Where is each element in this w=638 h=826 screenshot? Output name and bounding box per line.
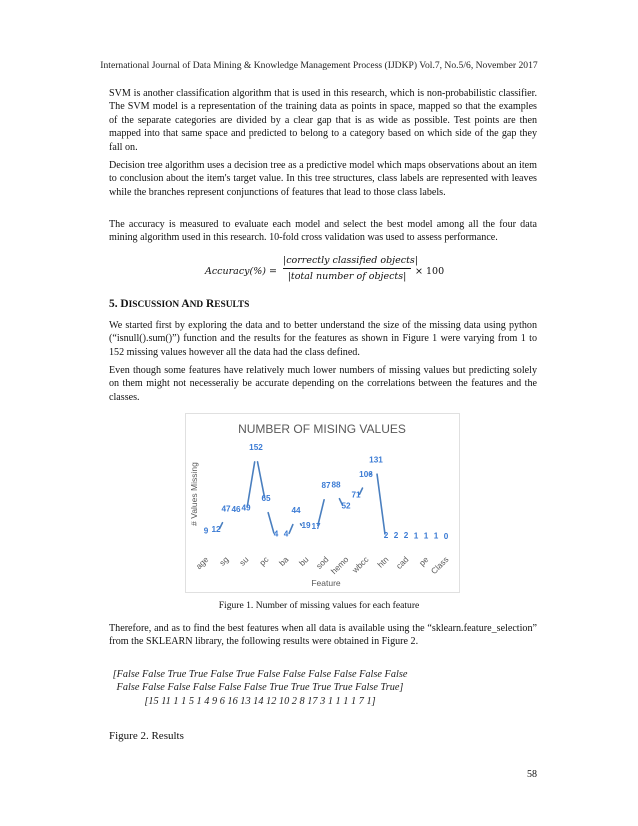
data-label: 12: [211, 524, 221, 534]
formula-denominator: |total number of objects|: [287, 271, 407, 282]
results-block: [110, 668, 410, 708]
data-label: 49: [241, 503, 251, 513]
data-label: 9: [203, 526, 209, 536]
heading-smallcaps: ESULTS: [214, 300, 250, 310]
data-label: 52: [341, 501, 351, 511]
results-line: [False False True True False True False False False False False False: [112, 669, 408, 680]
figure-2-caption: Figure 2. Results: [109, 730, 184, 742]
x-tick-label: Class: [428, 554, 451, 577]
x-tick-label: sg: [217, 554, 231, 568]
data-label: 1: [413, 531, 419, 541]
data-label: 106: [359, 469, 373, 479]
heading-cap: A: [181, 298, 190, 310]
x-tick-label: sod: [313, 554, 331, 571]
page-number: 58: [527, 769, 537, 780]
data-label: 46: [231, 505, 241, 515]
paragraph-accuracy: The accuracy is measured to evaluate each model and select the best model among all the four data mining algorithm used in this research. 10-fold cross validation was used to assess performance.: [109, 219, 537, 244]
x-tick-label: hemo: [328, 554, 351, 577]
series-line-segment: [247, 462, 254, 507]
data-label: 131: [369, 455, 383, 465]
paragraph-feature-selection: Therefore, and as to find the best features when all data is available using the “sklearn.feature_selection” from the SKLEARN library, the following results were obtained in Figure 2.: [109, 623, 537, 648]
fraction-bar: [283, 268, 411, 269]
x-tick-label: su: [237, 554, 251, 568]
data-label: 87: [321, 481, 331, 491]
data-label: 17: [311, 522, 321, 532]
x-tick-label: pc: [257, 554, 271, 568]
section-heading: [109, 298, 249, 310]
data-label: 19: [301, 520, 311, 530]
data-label: 2: [403, 530, 409, 540]
x-tick-label: pe: [416, 554, 431, 568]
chart-title: NUMBER OF MISING VALUES: [238, 422, 406, 436]
data-label: 0: [443, 532, 449, 541]
y-axis-label: # Values Missing: [189, 462, 199, 526]
figure-1-caption: Figure 1. Number of missing values for each feature: [218, 600, 420, 611]
x-tick-label: age: [193, 554, 211, 572]
series-line-segment: [377, 474, 385, 534]
data-label: 44: [291, 506, 301, 516]
formula-fraction: [283, 255, 418, 282]
x-tick-label: bu: [296, 554, 311, 568]
heading-smallcaps: ND: [189, 300, 204, 310]
results-line: False False False False False False True True True True False True]: [116, 682, 404, 694]
x-axis-label: Feature: [311, 578, 341, 588]
data-label: 2: [383, 530, 389, 540]
missing-values-chart: [185, 413, 460, 593]
data-label: 71: [351, 490, 361, 500]
data-label: 88: [331, 480, 341, 490]
x-tick-label: ba: [276, 554, 291, 568]
formula-numerator: |correctly classified objects|: [283, 255, 418, 266]
paragraph-exploration: We started first by exploring the data and to better understand the size of the missing data using python (“isnull().sum()”) function and the results for the features as shown in Figure 1 were varying from 1 to 152 missing values however all the data had the class defined.: [109, 320, 537, 358]
formula-multiplier: × 100: [415, 266, 445, 277]
data-label: 4: [273, 529, 279, 539]
paragraph-features: Even though some features have relatively much lower numbers of missing values but predicting solely on them might not necesseraliy be accurate depending on the correlations between the features and the classes.: [109, 365, 537, 403]
series-line-segment: [258, 462, 265, 497]
x-tick-label: wbcc: [349, 554, 371, 575]
data-label: 47: [221, 504, 231, 514]
heading-cap: D: [120, 298, 129, 310]
results-line: [15 11 1 1 5 1 4 9 6 16 13 14 12 10 2 8 17 3 1 1 1 1 7 1]: [144, 695, 376, 707]
formula-lhs: Accuracy(%) =: [205, 266, 277, 277]
data-label: 4: [283, 529, 289, 539]
data-label: 152: [249, 443, 263, 452]
x-tick-label: htn: [375, 554, 391, 570]
paragraph-svm: SVM is another classification algorithm that is used in this research, which is non-probabilistic classifier. The SVM model is a representation of the training data as points in space, mapped so that the examples of the separate categories are divided by a clear gap that is as wide as possible. Test points are then mapped into that same space and predicted to belong to a category based on which side of the gap they fall on.: [109, 88, 537, 153]
heading-cap: R: [206, 298, 215, 310]
x-tick-label: cad: [393, 554, 411, 571]
data-label: 2: [393, 530, 399, 540]
data-label: 1: [423, 531, 429, 541]
data-label: 1: [433, 531, 439, 541]
heading-smallcaps: ISCUSSION: [128, 300, 180, 310]
series-line-segment: [289, 525, 293, 534]
chart-svg: [186, 414, 459, 592]
data-label: 65: [261, 493, 271, 503]
section-number: 5.: [109, 298, 118, 310]
journal-header: International Journal of Data Mining & Knowledge Management Process (IJDKP) Vol.7, No.5/6, November 2017: [100, 60, 538, 71]
paragraph-decision-tree: Decision tree algorithm uses a decision tree as a predictive model which maps observations about an item to conclusion about the item's target value. In this tree structures, class labels are represented with leaves while the branches represent conjunctions of features that lead to those class labels.: [109, 160, 537, 198]
